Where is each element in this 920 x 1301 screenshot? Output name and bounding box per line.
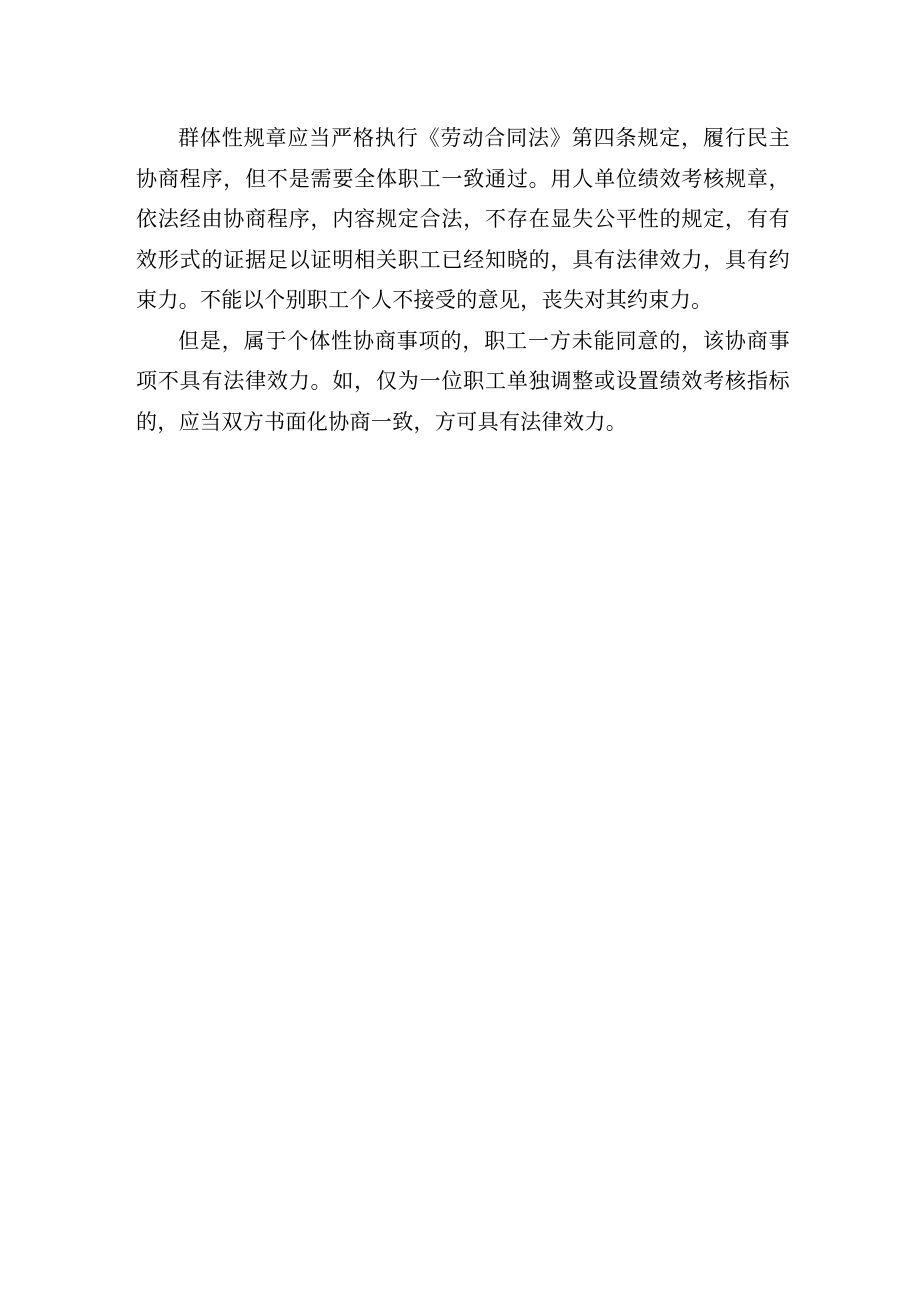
document-body xyxy=(136,118,790,442)
paragraph-collective-rules: 群体性规章应当严格执行《劳动合同法》第四条规定，履行民主协商程序，但不是需要全体职工一致通过。用人单位绩效考核规章，依法经由协商程序，内容规定合法，不存在显失公平性的规定，有有效形式的证据足以证明相关职工已经知晓的，具有法律效力，具有约束力。不能以个别职工个人不接受的意见，丧失对其约束力。 xyxy=(136,126,790,312)
paragraph-individual-matters: 但是，属于个体性协商事项的，职工一方未能同意的，该协商事项不具有法律效力。如，仅为一位职工单独调整或设置绩效考核指标的，应当双方书面化协商一致，方可具有法律效力。 xyxy=(136,328,790,434)
